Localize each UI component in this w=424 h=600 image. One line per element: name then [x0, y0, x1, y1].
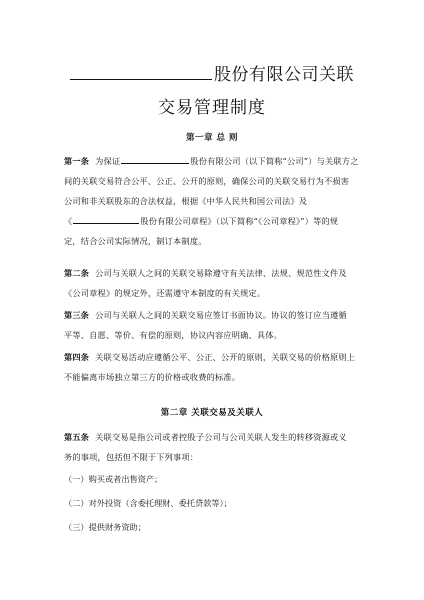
- chapter-heading-1: 第一章 总 则: [186, 133, 238, 143]
- article-3-label: 第三条: [64, 310, 90, 320]
- article-1-line-4: [64, 211, 364, 231]
- article-1-line-5: 定，结合公司实际情况，制订本制度。: [64, 236, 207, 246]
- article-3: [64, 305, 364, 345]
- article-1-line-1: [64, 151, 364, 171]
- article-1: [64, 151, 364, 251]
- article-2-text: 公司与关联人之间的关联交易除遵守有关法律、法规、规范性文件及: [95, 268, 347, 278]
- document-title-line1: [0, 60, 424, 85]
- list-item: （二）对外投资（含委托理财、委托贷款等）；: [64, 498, 232, 508]
- company-name-blank: [121, 154, 189, 164]
- article-3-line-2: 平等、自愿、等价、有偿的原则，协议内容应明确、具体。: [64, 330, 283, 340]
- article-3-line-1: [64, 305, 364, 325]
- document-title-line2: 交易管理制度: [158, 98, 266, 118]
- article-2: [64, 263, 364, 303]
- article-1-text-a: 为保证: [95, 156, 121, 166]
- article-5-line-2: 务的事项，包括但不限于下列事项：: [64, 452, 199, 462]
- article-5: [64, 427, 364, 467]
- article-1-text-d: 股份有限公司章程》（以下简称“《公司章程》”）等的规: [140, 216, 339, 226]
- article-4-line-2: 不能偏离市场独立第三方的价格或收费的标准。: [64, 372, 241, 382]
- article-3-text: 公司与关联人之间的关联交易应签订书面协议。协议的签订应当遵循: [95, 310, 347, 320]
- article-2-label: 第二条: [64, 268, 90, 278]
- article-2-line-1: [64, 263, 364, 283]
- article-5-text: 关联交易是指公司或者控股子公司与公司关联人发生的转移资源或义: [95, 432, 347, 442]
- chapter-heading-2: 第二章 关联交易及关联人: [160, 408, 264, 418]
- article-1-text-b: 股份有限公司（以下简称“公司”）与关联方之: [190, 156, 359, 166]
- company-name-blank: [73, 214, 139, 224]
- company-name-blank: [70, 65, 212, 80]
- article-5-line-1: [64, 427, 364, 447]
- article-5-label: 第五条: [64, 432, 90, 442]
- article-4-label: 第四条: [64, 352, 90, 362]
- article-1-text-c: 《: [64, 216, 73, 226]
- list-item: （三）提供财务资助；: [64, 522, 146, 532]
- title-suffix: 股份有限公司关联: [214, 65, 354, 85]
- article-4-text: 关联交易活动应遵循公平、公正、公开的原则，关联交易的价格原则上: [95, 352, 356, 362]
- article-4: [64, 347, 364, 387]
- article-1-label: 第一条: [64, 156, 90, 166]
- article-2-line-2: 《公司章程》的规定外，还需遵守本制度的有关规定。: [64, 288, 266, 298]
- article-1-line-2: 间的关联交易符合公平、公正、公开的原则，确保公司的关联交易行为不损害: [64, 176, 350, 186]
- list-item: （一）购买或者出售资产；: [64, 474, 163, 484]
- article-1-line-3: 公司和非关联股东的合法权益，根据《中华人民共和国公司法》及: [64, 196, 308, 206]
- article-4-line-1: [64, 347, 364, 367]
